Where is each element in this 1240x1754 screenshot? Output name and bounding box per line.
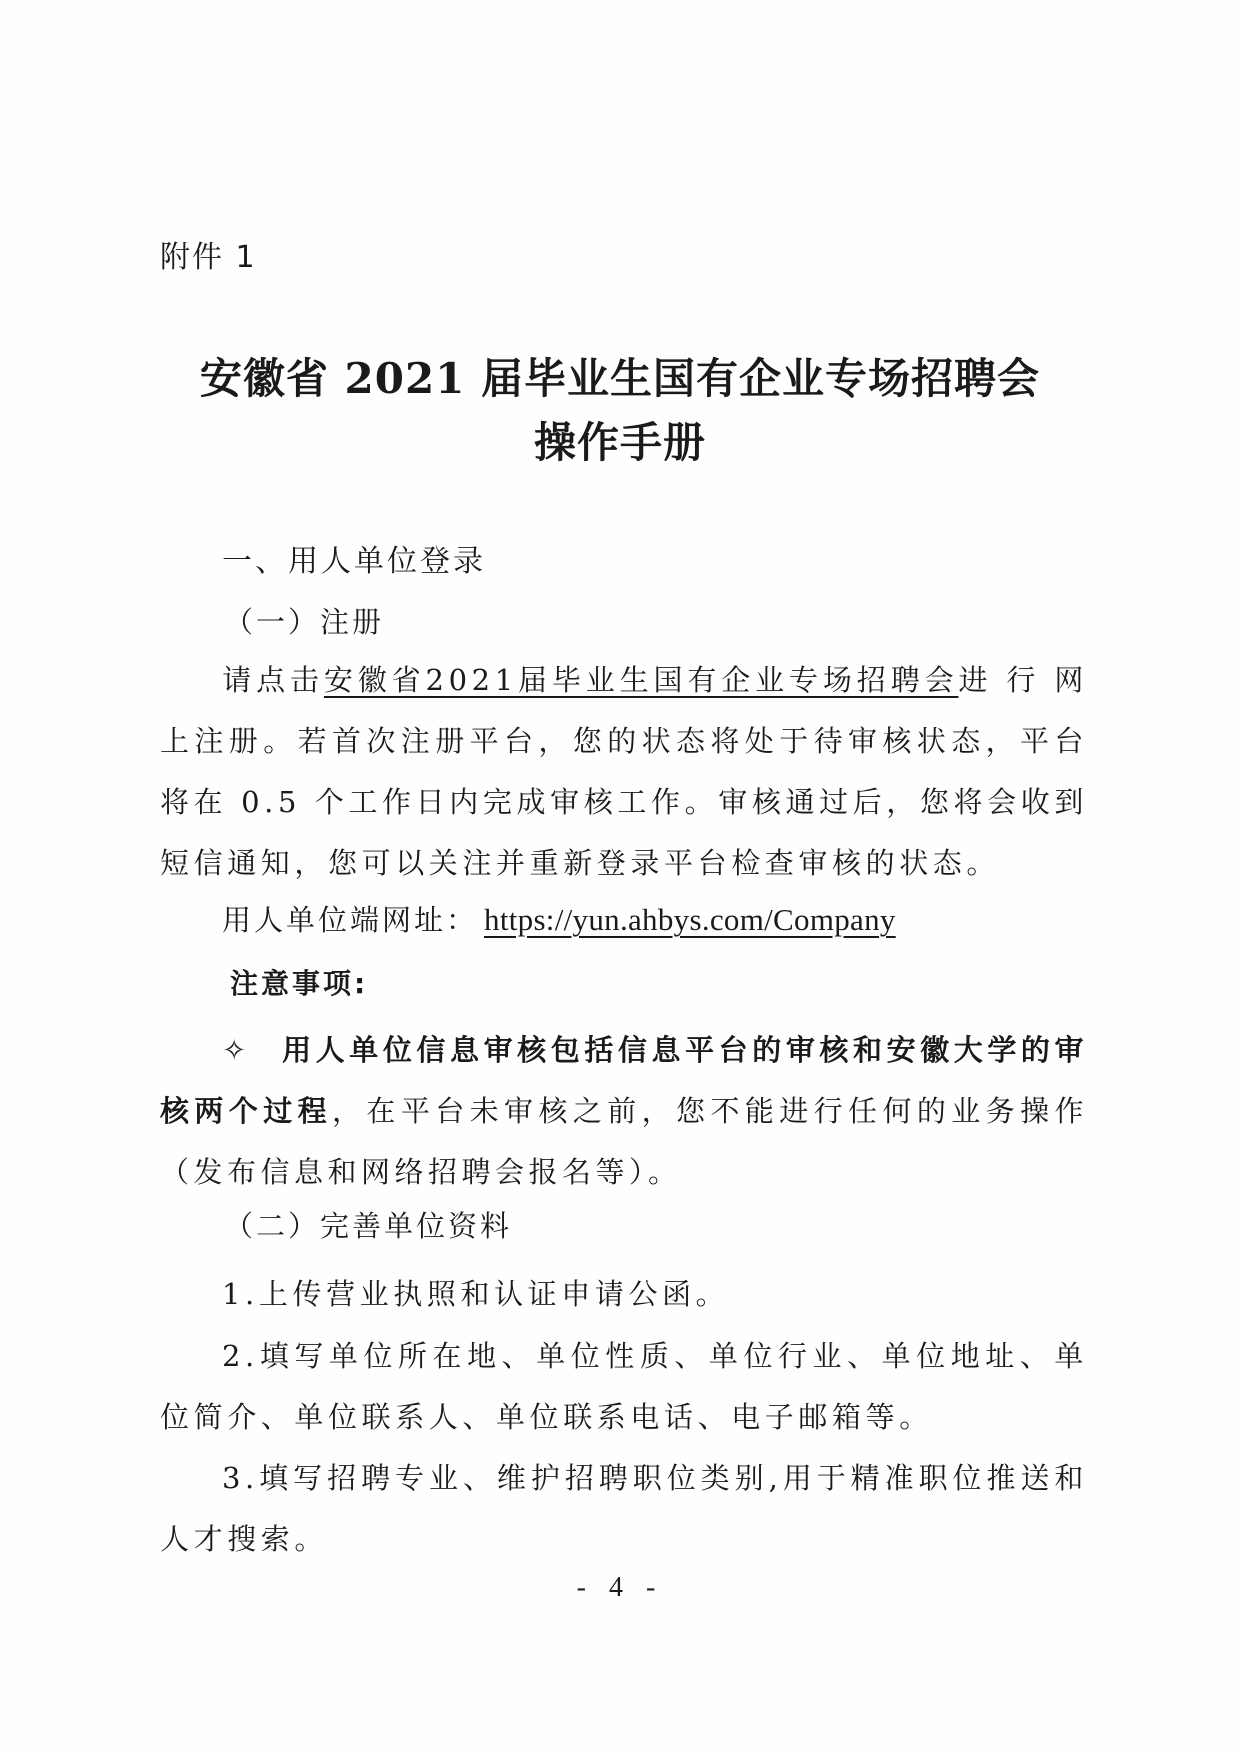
attachment-label: 附件 1 xyxy=(160,240,257,275)
register-prefix: 请点击 xyxy=(222,663,324,697)
list-item-text: 3.填写招聘专业、维护招聘职位类别,用于精准职位推送和人才搜索。 xyxy=(160,1461,1088,1556)
website-label: 用人单位端网址： xyxy=(222,903,479,937)
diamond-bullet-icon: ✧ xyxy=(222,1033,251,1067)
document-title-line2: 操作手册 xyxy=(533,418,706,467)
list-item-text: 2.填写单位所在地、单位性质、单位行业、单位地址、单位简介、单位联系人、单位联系电话、电子邮箱等。 xyxy=(160,1339,1088,1434)
page-number: - 4 - xyxy=(576,1572,664,1603)
subsection-heading-complete-info: （二）完善单位资料 xyxy=(224,1209,513,1243)
list-item xyxy=(160,1264,1088,1325)
register-rest: 进 行 网 上注册。若首次注册平台，您的状态将处于待审核状态，平台将在 0.5 个工作日内完成审核工作。审核通过后，您将会收到短信通知，您可以关注并重新登录平台检查审核的状态。 xyxy=(160,663,1088,880)
list-item-text: 1.上传营业执照和认证申请公函。 xyxy=(222,1277,730,1311)
list-item xyxy=(160,1326,1088,1448)
notice-bold-text: 用人单位信息审核包括信息平台的审核和安徽大学的审核两个过程 xyxy=(160,1033,1088,1128)
subsection-heading-register: （一）注册 xyxy=(224,605,385,639)
notice-rest-text: ，在平台未审核之前，您不能进行任何的业务操作（发布信息和网络招聘会报名等）。 xyxy=(160,1094,1088,1189)
website-line xyxy=(222,898,896,939)
website-url-link[interactable]: https://yun.ahbys.com/Company xyxy=(484,902,896,937)
section-heading-login: 一、用人单位登录 xyxy=(222,544,486,579)
list-item xyxy=(160,1448,1088,1570)
register-paragraph xyxy=(160,650,1088,894)
notice-paragraph xyxy=(160,1020,1088,1203)
document-title-line1: 安徽省 2021 届毕业生国有企业专场招聘会 xyxy=(199,354,1041,403)
register-link[interactable]: 安徽省2021届毕业生国有企业专场招聘会 xyxy=(323,663,959,697)
notice-label: 注意事项: xyxy=(230,967,369,1000)
